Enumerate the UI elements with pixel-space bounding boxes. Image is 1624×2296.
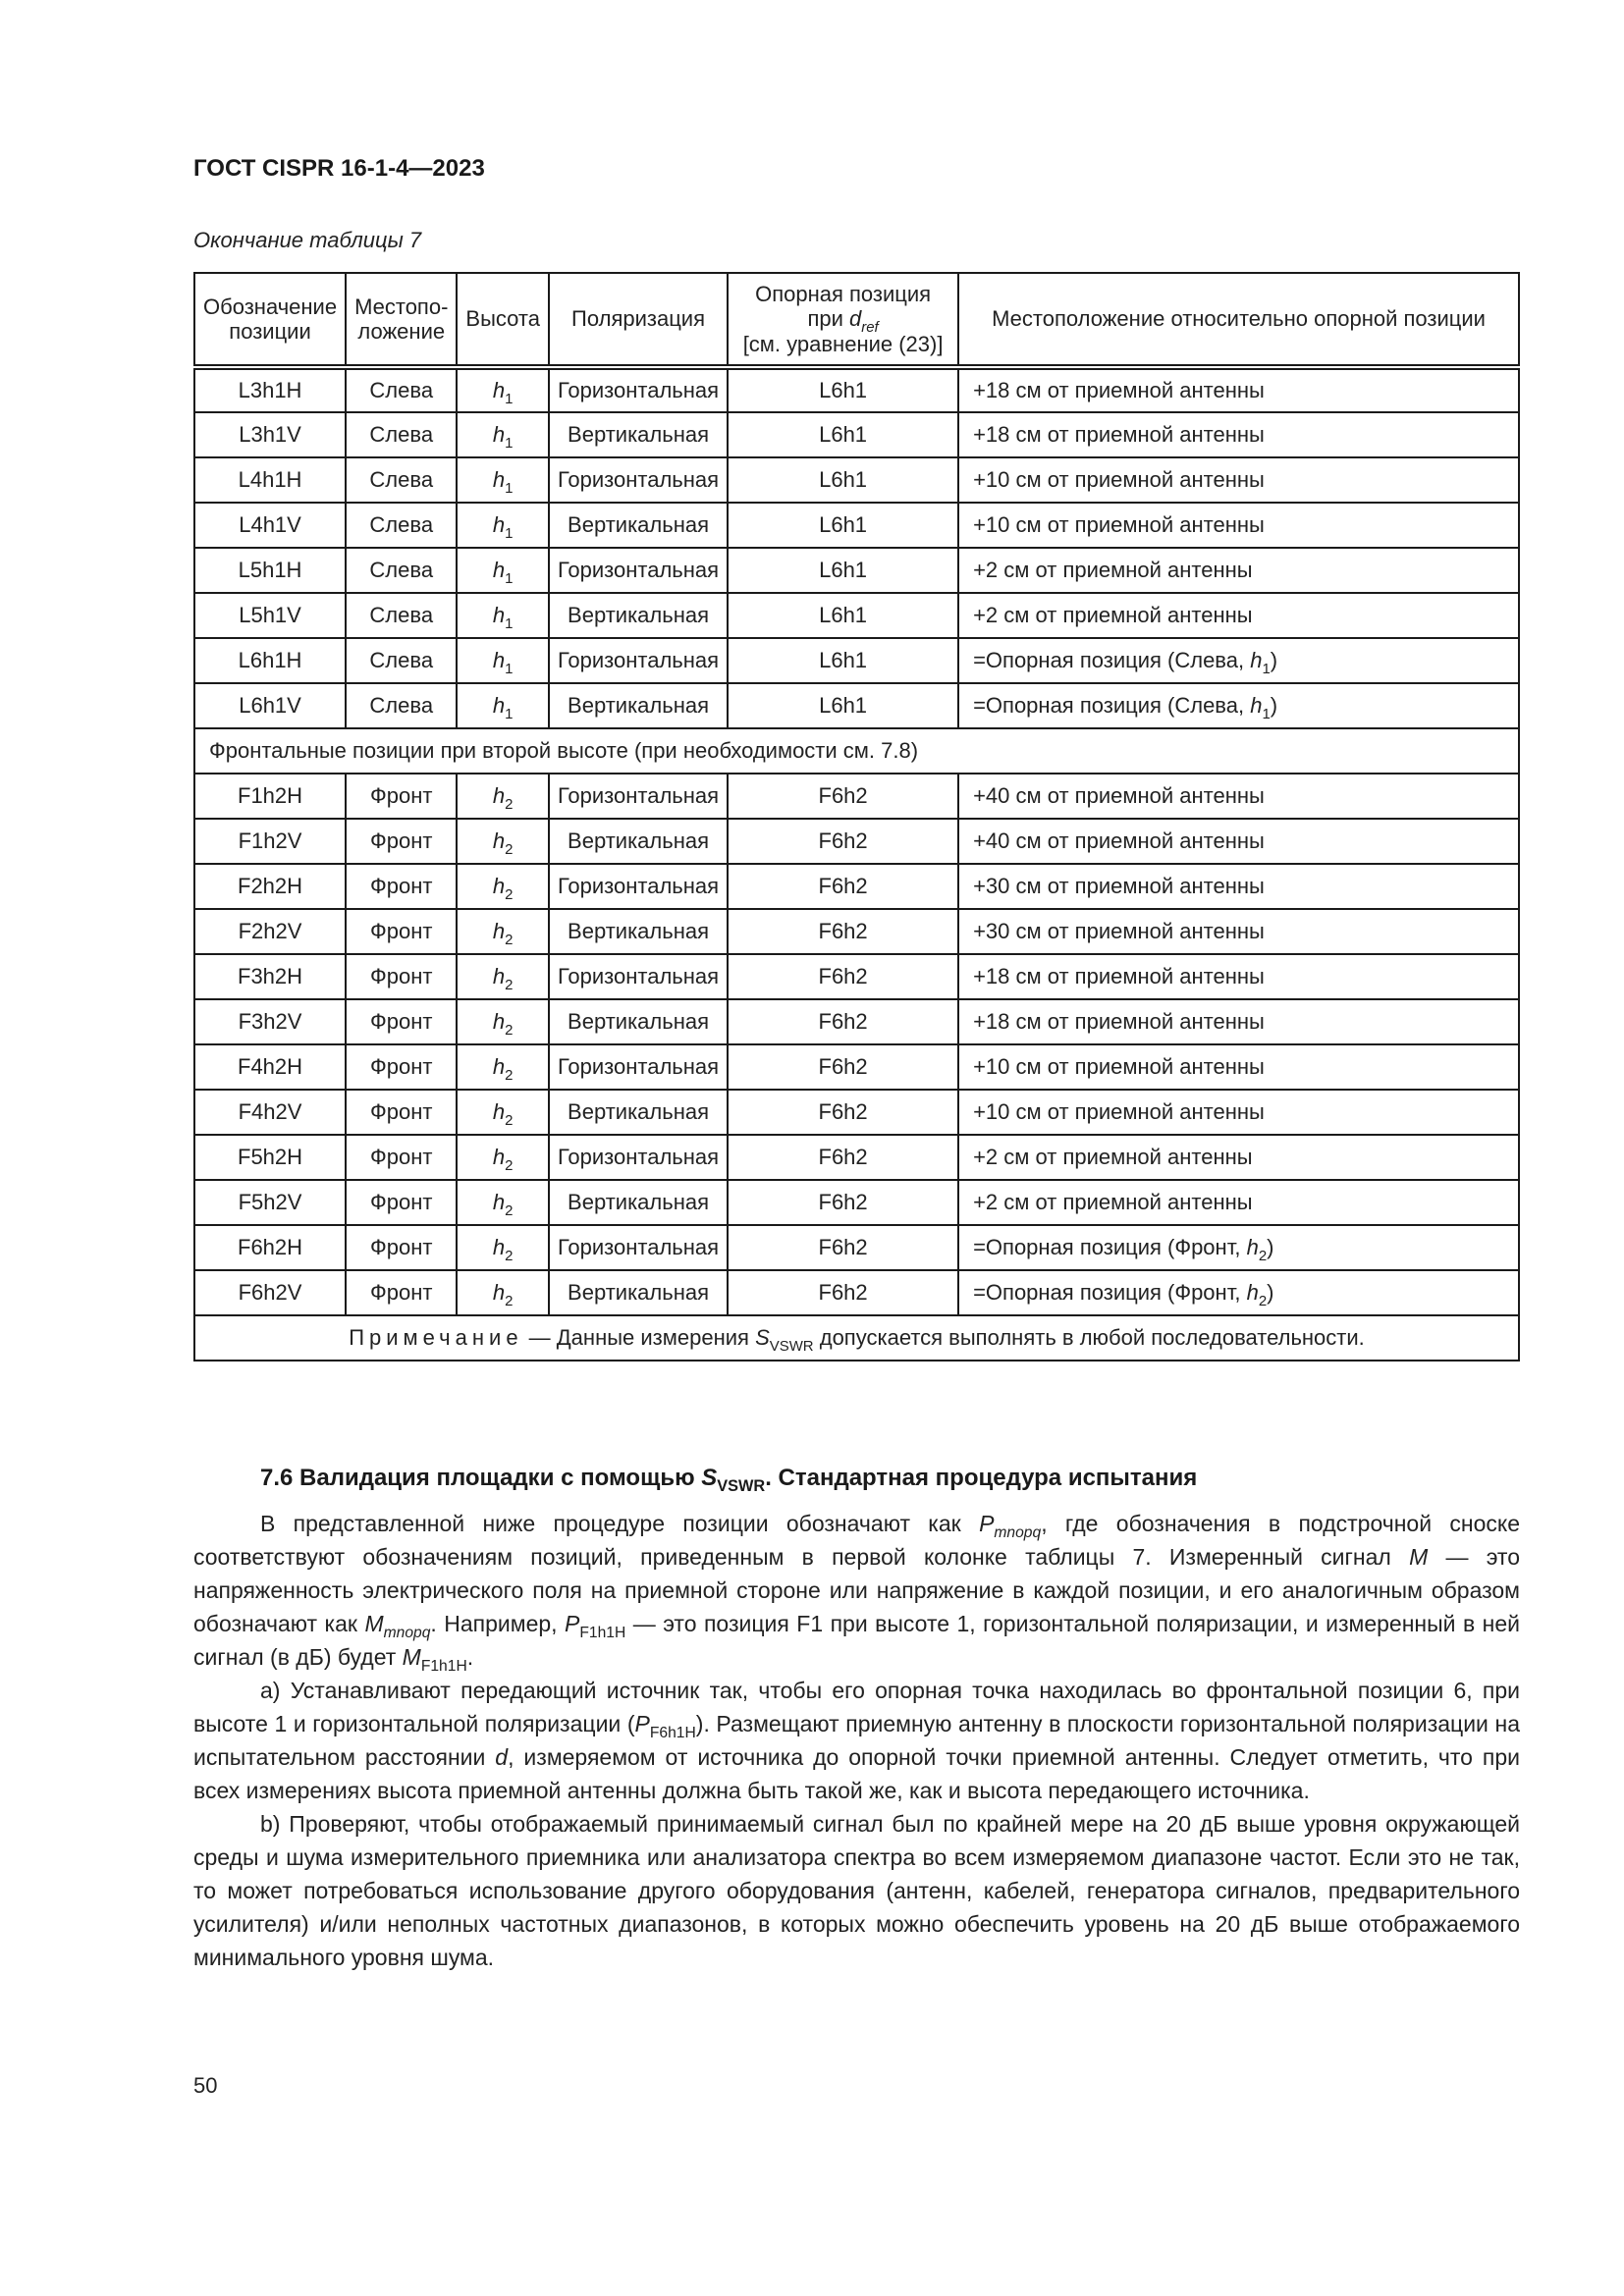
cell-relative-location bbox=[958, 819, 1519, 864]
cell-relative-location bbox=[958, 1270, 1519, 1315]
cell-relative-location bbox=[958, 638, 1519, 683]
math-variable: d bbox=[495, 1744, 509, 1770]
cell-location: Фронт bbox=[346, 954, 457, 999]
paragraph bbox=[193, 1507, 1520, 1674]
cell-location: Слева bbox=[346, 593, 457, 638]
cell-designation: L6h1V bbox=[194, 683, 346, 728]
cell-relative-text: =Опорная позиция (Слева, bbox=[973, 648, 1251, 672]
cell-height-sub: 2 bbox=[505, 1022, 514, 1039]
cell-height bbox=[457, 954, 549, 999]
paragraph-text: b) Проверяют, чтобы отображаемый принимаемый сигнал был по крайней мере на 20 дБ выше уровня окружающей среды и шума измерительного приемника или анализатора спектра во всем измеряемом диапазоне частот. Если это не так, то может потребоваться использование другого оборудования (антенн, кабелей, генератора сигналов, предварительного усилителя) и/или неполных частотных диапазонов, в которых можно обеспечить уровень на 20 дБ выше отображаемого минимального уровня шума. bbox=[193, 1811, 1520, 1970]
math-variable: M bbox=[402, 1644, 421, 1670]
cell-height-var: h bbox=[492, 1235, 506, 1259]
cell-height-var: h bbox=[492, 1009, 506, 1034]
table-row bbox=[194, 548, 1519, 593]
cell-height-sub: 2 bbox=[505, 841, 514, 858]
math-subscript: mnopq bbox=[383, 1625, 431, 1641]
table-row bbox=[194, 638, 1519, 683]
cell-relative-end: ) bbox=[1270, 693, 1278, 718]
paragraph-text: , измеряемом от источника до опорной точки приемной антенны. Следует отметить, что при всех измерениях высота приемной антенны должна быть такой же, как и высота передающего источника. bbox=[193, 1744, 1520, 1803]
cell-polarization: Горизонтальная bbox=[549, 864, 728, 909]
cell-reference: L6h1 bbox=[728, 503, 958, 548]
math-variable: M bbox=[1409, 1544, 1429, 1570]
heading-text-before: 7.6 Валидация площадки с помощью bbox=[260, 1465, 702, 1491]
cell-location: Фронт bbox=[346, 909, 457, 954]
table-header-row bbox=[194, 273, 1519, 367]
cell-location: Фронт bbox=[346, 1180, 457, 1225]
cell-height-sub: 2 bbox=[505, 886, 514, 903]
cell-polarization: Горизонтальная bbox=[549, 1225, 728, 1270]
cell-reference: F6h2 bbox=[728, 999, 958, 1044]
cell-reference: L6h1 bbox=[728, 548, 958, 593]
cell-designation: L4h1V bbox=[194, 503, 346, 548]
cell-reference: F6h2 bbox=[728, 774, 958, 819]
cell-relative-text: +30 см от приемной антенны bbox=[973, 919, 1265, 943]
cell-relative-sub: 2 bbox=[1258, 1293, 1268, 1309]
cell-relative-var: h bbox=[1250, 693, 1263, 718]
table-row bbox=[194, 774, 1519, 819]
cell-polarization: Вертикальная bbox=[549, 1270, 728, 1315]
cell-reference: L6h1 bbox=[728, 367, 958, 412]
cell-height-var: h bbox=[492, 422, 506, 447]
note-row-group bbox=[194, 1315, 1519, 1361]
cell-designation: F5h2V bbox=[194, 1180, 346, 1225]
math-subscript: F6h1H bbox=[649, 1725, 696, 1741]
cell-relative-location bbox=[958, 864, 1519, 909]
cell-height-sub: 1 bbox=[505, 391, 514, 407]
table-row bbox=[194, 864, 1519, 909]
table-row bbox=[194, 367, 1519, 412]
cell-relative-location bbox=[958, 1180, 1519, 1225]
header-location-line2: ложение bbox=[357, 319, 446, 344]
cell-height bbox=[457, 999, 549, 1044]
table-row bbox=[194, 683, 1519, 728]
cell-height bbox=[457, 503, 549, 548]
cell-polarization: Вертикальная bbox=[549, 503, 728, 548]
header-ref-line1: Опорная позиция bbox=[755, 282, 932, 307]
cell-height bbox=[457, 819, 549, 864]
cell-polarization: Вертикальная bbox=[549, 593, 728, 638]
cell-height-var: h bbox=[492, 512, 506, 537]
cell-designation: F4h2V bbox=[194, 1090, 346, 1135]
cell-relative-text: +18 см от приемной антенны bbox=[973, 422, 1265, 447]
cell-height-sub: 1 bbox=[505, 706, 514, 722]
cell-location: Слева bbox=[346, 548, 457, 593]
cell-height-sub: 2 bbox=[505, 1293, 514, 1309]
cell-height-sub: 2 bbox=[505, 1112, 514, 1129]
cell-designation: F4h2H bbox=[194, 1044, 346, 1090]
cell-height bbox=[457, 593, 549, 638]
cell-relative-location bbox=[958, 457, 1519, 503]
cell-designation: F3h2H bbox=[194, 954, 346, 999]
cell-designation: L3h1V bbox=[194, 412, 346, 457]
header-designation bbox=[194, 273, 346, 367]
note-text-after: допускается выполнять в любой последовательности. bbox=[813, 1325, 1365, 1350]
cell-height-var: h bbox=[492, 1145, 506, 1169]
cell-height-var: h bbox=[492, 874, 506, 898]
table-row bbox=[194, 457, 1519, 503]
cell-height bbox=[457, 1044, 549, 1090]
cell-relative-location bbox=[958, 774, 1519, 819]
section-row bbox=[194, 728, 1519, 774]
header-ref-sub: ref bbox=[861, 319, 879, 337]
cell-location: Фронт bbox=[346, 999, 457, 1044]
cell-location: Фронт bbox=[346, 1225, 457, 1270]
cell-height bbox=[457, 1135, 549, 1180]
cell-height-sub: 2 bbox=[505, 932, 514, 948]
cell-relative-location bbox=[958, 909, 1519, 954]
cell-height-sub: 2 bbox=[505, 796, 514, 813]
cell-relative-text: =Опорная позиция (Слева, bbox=[973, 693, 1251, 718]
cell-height-sub: 1 bbox=[505, 615, 514, 632]
note-row bbox=[194, 1315, 1519, 1361]
math-variable: P bbox=[634, 1711, 650, 1736]
note-sub: VSWR bbox=[769, 1338, 814, 1355]
math-variable: P bbox=[979, 1511, 995, 1536]
cell-polarization: Вертикальная bbox=[549, 412, 728, 457]
math-variable: P bbox=[565, 1611, 580, 1636]
cell-relative-text: +30 см от приемной антенны bbox=[973, 874, 1265, 898]
cell-relative-location bbox=[958, 1135, 1519, 1180]
math-subscript: F1h1H bbox=[579, 1625, 626, 1641]
cell-reference: F6h2 bbox=[728, 1135, 958, 1180]
cell-relative-end: ) bbox=[1267, 1280, 1274, 1305]
cell-designation: F1h2H bbox=[194, 774, 346, 819]
cell-reference: F6h2 bbox=[728, 819, 958, 864]
cell-relative-var: h bbox=[1246, 1235, 1259, 1259]
cell-height bbox=[457, 367, 549, 412]
cell-reference: F6h2 bbox=[728, 864, 958, 909]
header-designation-text: Обозначение позиции bbox=[203, 294, 338, 344]
section-row-text: Фронтальные позиции при второй высоте (при необходимости см. 7.8) bbox=[194, 728, 1519, 774]
cell-relative-text: +10 см от приемной антенны bbox=[973, 467, 1265, 492]
table-row bbox=[194, 1180, 1519, 1225]
cell-polarization: Горизонтальная bbox=[549, 638, 728, 683]
cell-height bbox=[457, 1090, 549, 1135]
cell-relative-location bbox=[958, 954, 1519, 999]
cell-polarization: Горизонтальная bbox=[549, 1135, 728, 1180]
table-note bbox=[194, 1315, 1519, 1361]
cell-height-var: h bbox=[492, 378, 506, 402]
cell-relative-text: +10 см от приемной антенны bbox=[973, 1099, 1265, 1124]
paragraph-text: . Например, bbox=[430, 1611, 566, 1636]
cell-relative-location bbox=[958, 1044, 1519, 1090]
cell-height bbox=[457, 1180, 549, 1225]
cell-height-var: h bbox=[492, 783, 506, 808]
cell-height bbox=[457, 638, 549, 683]
cell-reference: F6h2 bbox=[728, 1180, 958, 1225]
cell-relative-sub: 1 bbox=[1262, 661, 1271, 677]
cell-reference: F6h2 bbox=[728, 1270, 958, 1315]
table-row bbox=[194, 1044, 1519, 1090]
cell-height-var: h bbox=[492, 1099, 506, 1124]
cell-height-sub: 2 bbox=[505, 977, 514, 993]
cell-designation: F1h2V bbox=[194, 819, 346, 864]
cell-height-sub: 2 bbox=[505, 1067, 514, 1084]
cell-relative-var: h bbox=[1250, 648, 1263, 672]
cell-height bbox=[457, 548, 549, 593]
cell-height-var: h bbox=[492, 919, 506, 943]
cell-reference: L6h1 bbox=[728, 593, 958, 638]
table-row bbox=[194, 909, 1519, 954]
cell-relative-location bbox=[958, 1225, 1519, 1270]
cell-polarization: Вертикальная bbox=[549, 683, 728, 728]
cell-reference: L6h1 bbox=[728, 457, 958, 503]
cell-relative-end: ) bbox=[1267, 1235, 1274, 1259]
cell-location: Слева bbox=[346, 638, 457, 683]
paragraph-text: — это позиция F1 при высоте 1, горизонтальной поляризации, и измеренный в ней сигнал (в дБ) будет bbox=[193, 1611, 1520, 1670]
cell-reference: F6h2 bbox=[728, 909, 958, 954]
math-subscript: mnopq bbox=[994, 1524, 1042, 1541]
cell-height-sub: 1 bbox=[505, 435, 514, 452]
cell-location: Слева bbox=[346, 457, 457, 503]
cell-reference: F6h2 bbox=[728, 954, 958, 999]
cell-polarization: Вертикальная bbox=[549, 1180, 728, 1225]
cell-polarization: Горизонтальная bbox=[549, 457, 728, 503]
cell-reference: L6h1 bbox=[728, 683, 958, 728]
cell-polarization: Вертикальная bbox=[549, 1090, 728, 1135]
cell-relative-location bbox=[958, 412, 1519, 457]
cell-designation: F5h2H bbox=[194, 1135, 346, 1180]
cell-relative-text: =Опорная позиция (Фронт, bbox=[973, 1235, 1247, 1259]
cell-reference: L6h1 bbox=[728, 638, 958, 683]
paragraph-text: ). Размещают приемную антенну в плоскости горизонтальной поляризации на испытательном расстоянии bbox=[193, 1711, 1520, 1770]
cell-reference: L6h1 bbox=[728, 412, 958, 457]
cell-relative-location bbox=[958, 367, 1519, 412]
cell-height-var: h bbox=[492, 1190, 506, 1214]
header-relative-location: Местоположение относительно опорной позиции bbox=[958, 273, 1519, 367]
cell-relative-text: +10 см от приемной антенны bbox=[973, 1054, 1265, 1079]
cell-relative-location bbox=[958, 999, 1519, 1044]
cell-relative-text: +2 см от приемной антенны bbox=[973, 1145, 1253, 1169]
cell-height-var: h bbox=[492, 1280, 506, 1305]
cell-reference: F6h2 bbox=[728, 1090, 958, 1135]
note-label: Примечание bbox=[349, 1325, 523, 1350]
cell-designation: L6h1H bbox=[194, 638, 346, 683]
cell-designation: F2h2V bbox=[194, 909, 346, 954]
paragraph-text: a) Устанавливают передающий источник так, чтобы его опорная точка находилась во фронтальной позиции 6, при высоте 1 и горизонтальной поляризации ( bbox=[193, 1678, 1520, 1736]
cell-location: Фронт bbox=[346, 1044, 457, 1090]
cell-location: Слева bbox=[346, 503, 457, 548]
cell-relative-text: +2 см от приемной антенны bbox=[973, 558, 1253, 582]
table-row bbox=[194, 593, 1519, 638]
heading-sub: VSWR bbox=[717, 1477, 766, 1495]
cell-relative-text: +40 см от приемной антенны bbox=[973, 783, 1265, 808]
table-row bbox=[194, 1135, 1519, 1180]
header-ref-var: d bbox=[849, 306, 862, 332]
section-heading bbox=[260, 1465, 1198, 1495]
cell-relative-location bbox=[958, 593, 1519, 638]
positions-table bbox=[193, 272, 1520, 1362]
note-text-before: — Данные измерения bbox=[522, 1325, 756, 1350]
heading-var: S bbox=[701, 1465, 718, 1491]
cell-height-var: h bbox=[492, 693, 506, 718]
rows-front bbox=[194, 774, 1519, 1315]
cell-height-sub: 1 bbox=[505, 480, 514, 497]
cell-location: Слева bbox=[346, 683, 457, 728]
table-caption: Окончание таблицы 7 bbox=[193, 228, 422, 252]
paragraph-text: — это напряженность электрического поля на приемной стороне или напряжение в каждой позиции, и его аналогичным образом обозначают как bbox=[193, 1544, 1520, 1636]
cell-reference: F6h2 bbox=[728, 1225, 958, 1270]
cell-location: Слева bbox=[346, 412, 457, 457]
cell-relative-text: +18 см от приемной антенны bbox=[973, 378, 1265, 402]
cell-height-var: h bbox=[492, 603, 506, 627]
cell-height-sub: 1 bbox=[505, 525, 514, 542]
cell-height-var: h bbox=[492, 1054, 506, 1079]
cell-relative-text: +10 см от приемной антенны bbox=[973, 512, 1265, 537]
header-ref-prefix: при bbox=[807, 306, 849, 332]
header-reference-position bbox=[728, 273, 958, 367]
cell-polarization: Горизонтальная bbox=[549, 954, 728, 999]
cell-height-sub: 1 bbox=[505, 661, 514, 677]
cell-height-var: h bbox=[492, 828, 506, 853]
cell-relative-var: h bbox=[1246, 1280, 1259, 1305]
paragraph-text: . bbox=[466, 1644, 474, 1670]
cell-relative-location bbox=[958, 683, 1519, 728]
document-header: ГОСТ CISPR 16-1-4—2023 bbox=[193, 155, 485, 182]
cell-location: Фронт bbox=[346, 864, 457, 909]
cell-height-sub: 2 bbox=[505, 1157, 514, 1174]
cell-relative-end: ) bbox=[1270, 648, 1278, 672]
cell-polarization: Горизонтальная bbox=[549, 548, 728, 593]
paragraph-text: В представленной ниже процедуре позиции обозначают как bbox=[260, 1511, 980, 1536]
table-row bbox=[194, 1090, 1519, 1135]
cell-relative-location bbox=[958, 503, 1519, 548]
math-subscript: F1h1H bbox=[420, 1658, 467, 1675]
cell-polarization: Вертикальная bbox=[549, 819, 728, 864]
table-row bbox=[194, 1225, 1519, 1270]
cell-polarization: Горизонтальная bbox=[549, 774, 728, 819]
paragraph bbox=[193, 1674, 1520, 1807]
cell-height-sub: 2 bbox=[505, 1202, 514, 1219]
cell-polarization: Горизонтальная bbox=[549, 367, 728, 412]
cell-location: Фронт bbox=[346, 774, 457, 819]
table-row bbox=[194, 503, 1519, 548]
cell-height-sub: 1 bbox=[505, 570, 514, 587]
cell-height-var: h bbox=[492, 467, 506, 492]
math-variable: M bbox=[364, 1611, 384, 1636]
cell-relative-location bbox=[958, 1090, 1519, 1135]
cell-relative-text: =Опорная позиция (Фронт, bbox=[973, 1280, 1247, 1305]
cell-height-var: h bbox=[492, 558, 506, 582]
cell-height bbox=[457, 1270, 549, 1315]
note-var: S bbox=[755, 1325, 770, 1350]
table-row bbox=[194, 412, 1519, 457]
cell-designation: L5h1V bbox=[194, 593, 346, 638]
cell-relative-text: +2 см от приемной антенны bbox=[973, 1190, 1253, 1214]
cell-designation: F2h2H bbox=[194, 864, 346, 909]
cell-polarization: Вертикальная bbox=[549, 999, 728, 1044]
cell-designation: L4h1H bbox=[194, 457, 346, 503]
cell-polarization: Горизонтальная bbox=[549, 1044, 728, 1090]
page-number: 50 bbox=[193, 2073, 218, 2098]
cell-designation: F3h2V bbox=[194, 999, 346, 1044]
cell-relative-text: +18 см от приемной антенны bbox=[973, 1009, 1265, 1034]
cell-designation: F6h2V bbox=[194, 1270, 346, 1315]
table-row bbox=[194, 954, 1519, 999]
cell-polarization: Вертикальная bbox=[549, 909, 728, 954]
header-ref-line3: [см. уравнение (23)] bbox=[742, 331, 944, 356]
cell-relative-text: +40 см от приемной антенны bbox=[973, 828, 1265, 853]
cell-relative-sub: 1 bbox=[1262, 706, 1271, 722]
cell-height-var: h bbox=[492, 648, 506, 672]
cell-height bbox=[457, 457, 549, 503]
cell-height bbox=[457, 864, 549, 909]
header-height: Высота bbox=[457, 273, 549, 367]
table-row bbox=[194, 819, 1519, 864]
cell-relative-text: +2 см от приемной антенны bbox=[973, 603, 1253, 627]
cell-height bbox=[457, 412, 549, 457]
cell-height-sub: 2 bbox=[505, 1248, 514, 1264]
cell-relative-location bbox=[958, 548, 1519, 593]
cell-designation: F6h2H bbox=[194, 1225, 346, 1270]
cell-relative-text: +18 см от приемной антенны bbox=[973, 964, 1265, 988]
cell-designation: L5h1H bbox=[194, 548, 346, 593]
heading-text-after: . Стандартная процедура испытания bbox=[765, 1465, 1198, 1491]
section-body bbox=[193, 1507, 1520, 1974]
cell-designation: L3h1H bbox=[194, 367, 346, 412]
cell-location: Фронт bbox=[346, 819, 457, 864]
table-row bbox=[194, 1270, 1519, 1315]
section-row-group bbox=[194, 728, 1519, 774]
cell-relative-sub: 2 bbox=[1258, 1248, 1268, 1264]
cell-height bbox=[457, 683, 549, 728]
cell-height bbox=[457, 1225, 549, 1270]
cell-location: Фронт bbox=[346, 1270, 457, 1315]
cell-location: Фронт bbox=[346, 1135, 457, 1180]
table-row bbox=[194, 999, 1519, 1044]
cell-height bbox=[457, 909, 549, 954]
paragraph-text: , где обозначения в подстрочной сноске соответствуют обозначениям позиций, приведенным в первой колонке таблицы 7. Измеренный сигнал bbox=[193, 1511, 1521, 1570]
header-polarization: Поляризация bbox=[549, 273, 728, 367]
header-location-line1: Местопо- bbox=[354, 294, 449, 319]
cell-location: Фронт bbox=[346, 1090, 457, 1135]
cell-reference: F6h2 bbox=[728, 1044, 958, 1090]
paragraph bbox=[193, 1807, 1520, 1974]
rows-left bbox=[194, 367, 1519, 728]
cell-height bbox=[457, 774, 549, 819]
cell-location: Слева bbox=[346, 367, 457, 412]
cell-height-var: h bbox=[492, 964, 506, 988]
header-location bbox=[346, 273, 457, 367]
